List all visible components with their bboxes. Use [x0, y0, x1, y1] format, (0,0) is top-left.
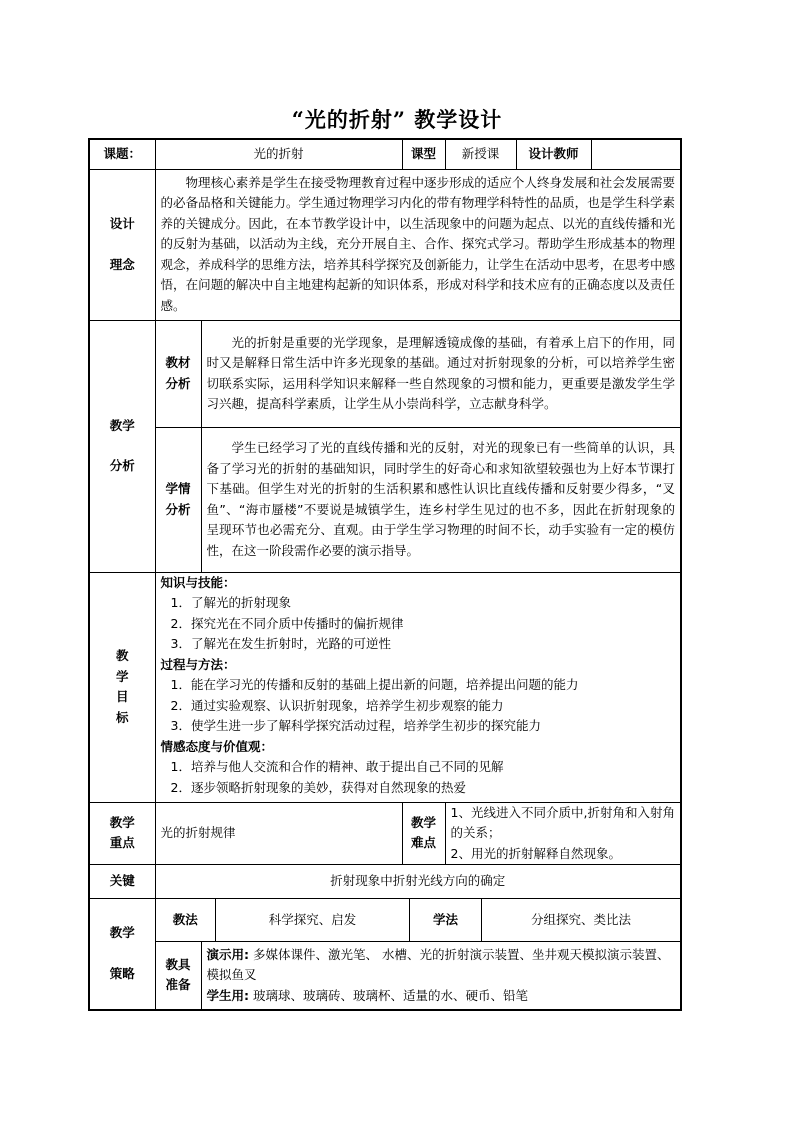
- design-concept-label-line1: 设计: [109, 216, 135, 231]
- design-concept-text: 物理核心素养是学生在接受物理教育过程中逐步形成的适应个人终身发展和社会发展需要的必备品格和关键能力。学生通过物理学习内化的带有物理学科特性的品质，也是学生科学素养的关键成分。因此，在本节教学设计中，以生活现象中的问题为起点、以光的直线传播和光的反射为基础，以活动为主线，充分开展自主、合作、探究式学习。帮助学生形成基本的物理观念，养成科学的思维方法，培养其科学探究及创新能力，让学生在活动中思考，在思考中感悟，在问题的解决中自主地建构起新的知识体系，形成对科学和技术应有的正确态度以及责任感。: [155, 169, 681, 320]
- objective-item: 2．逐步领略折射现象的美妙，获得对自然现象的热爱: [170, 779, 466, 795]
- objective-item: 1．能在学习光的传播和反射的基础上提出新的问题，培养提出问题的能力: [170, 677, 579, 692]
- student-tools: [207, 986, 676, 1007]
- material-analysis-row: [89, 320, 681, 427]
- teacher-value: [591, 139, 681, 169]
- lesson-design-table: [88, 138, 682, 1011]
- strategy-label-line2: 策略: [109, 965, 135, 981]
- key-point-label: [89, 802, 155, 865]
- material-analysis-label: [155, 320, 201, 427]
- tools-label-line1: 教具: [165, 956, 191, 972]
- teaching-method-label: 教法: [156, 899, 216, 941]
- difficult-point-text: [445, 802, 681, 865]
- header-row: [89, 139, 681, 169]
- student-analysis-text: 学生已经学习了光的直线传播和光的反射，对光的现象已有一些简单的认识，具备了学习光的折射的基础知识，同时学生的好奇心和求知欲望较强也为上好本节课打下基础。但学生对光的折射的生活积累和感性认识比直线传播和反射要少得多，“叉鱼”、“海市蜃楼”不要说是城镇学生，连乡村学生见过的也不多，因此在折射现象的呈现环节也必需充分、直观。由于学生学习物理的时间不长，动手实验有一定的模仿性，在这一阶段需作必要的演示指导。: [201, 427, 681, 572]
- material-analysis-label-line1: 教材: [165, 355, 191, 370]
- topic-label: 课题：: [89, 139, 155, 169]
- material-analysis-label-line2: 分析: [165, 375, 191, 391]
- teaching-analysis-label: [89, 320, 155, 572]
- key-point-label-line1: 教学: [109, 814, 135, 830]
- key-point-label-line2: 重点: [109, 835, 135, 851]
- teaching-method-value: 科学探究、启发: [216, 899, 410, 941]
- student-heading: 学生用:: [206, 987, 249, 1003]
- material-analysis-text: 光的折射是重要的光学现象，是理解透镜成像的基础，有着承上启下的作用，同时又是解释日常生活中许多光现象的基础。通过对折射现象的分析，可以培养学生密切联系实际，运用科学知识来解释一些自然现象的习惯和能力，更重要是激发学生学习兴趣，提高科学素质，让学生从小崇尚科学，立志献身科学。: [201, 320, 681, 427]
- objectives-label-char: 标: [115, 709, 129, 725]
- teacher-label: 设计教师: [516, 139, 591, 169]
- learning-method-label: 学法: [410, 899, 482, 941]
- objectives-label-char: 学: [115, 668, 129, 684]
- student-analysis-label: [155, 427, 201, 572]
- tools-label-line2: 准备: [165, 977, 191, 993]
- type-label: 课型: [402, 139, 445, 169]
- process-heading: 过程与方法：: [160, 656, 236, 672]
- tools-label: [155, 942, 201, 1010]
- student-analysis-label-line1: 学情: [165, 481, 191, 496]
- topic-value: 光的折射: [155, 139, 402, 169]
- method-cell: [155, 899, 681, 942]
- demo-text: 多媒体课件、激光笔、 水槽、光的折射演示装置、坐井观天模拟演示装置、模拟鱼叉: [206, 946, 670, 982]
- objectives-content: [155, 572, 681, 802]
- tools-content: [201, 942, 681, 1010]
- design-concept-row: [89, 169, 681, 320]
- objectives-label-char: 目: [115, 689, 129, 704]
- objectives-label: [89, 572, 155, 802]
- difficult-point-label-line2: 难点: [411, 835, 437, 851]
- crux-label: 关键: [89, 865, 155, 899]
- crux-row: [89, 865, 681, 899]
- objectives-label-char: 教: [115, 648, 129, 663]
- teaching-analysis-label-line2: 分析: [109, 458, 135, 473]
- objective-item: 3．使学生进一步了解科学探究活动过程，培养学生初步的探究能力: [170, 718, 541, 733]
- student-text: 玻璃球、玻璃砖、玻璃杯、适量的水、硬币、铅笔: [249, 987, 528, 1003]
- student-analysis-row: [89, 427, 681, 572]
- objective-item: 2．探究光在不同介质中传播时的偏折规律: [170, 615, 404, 631]
- difficult-point-line: 2、用光的折射解释自然现象。: [450, 845, 621, 861]
- design-concept-label-line2: 理念: [109, 256, 135, 272]
- difficult-point-label-line1: 教学: [411, 814, 437, 830]
- demo-heading: 演示用:: [206, 946, 249, 962]
- strategy-label: [89, 899, 155, 1010]
- method-table: [156, 899, 681, 941]
- document-title: “光的折射” 教学设计: [291, 107, 503, 132]
- objective-item: 2．通过实验观察、认识折射现象，培养学生初步观察的能力: [170, 697, 504, 713]
- objective-item: 1．培养与他人交流和合作的精神、敢于提出自己不同的见解: [170, 759, 504, 774]
- teaching-analysis-label-line1: 教学: [109, 417, 135, 433]
- strategy-label-line1: 教学: [109, 925, 135, 941]
- crux-text: 折射现象中折射光线方向的确定: [155, 865, 681, 899]
- type-value: 新授课: [445, 139, 516, 169]
- knowledge-heading: 知识与技能：: [160, 574, 236, 590]
- method-row: [89, 899, 681, 942]
- tools-row: [89, 942, 681, 1010]
- objective-item: 1．了解光的折射现象: [170, 595, 291, 610]
- design-concept-label: [89, 169, 155, 320]
- difficult-point-label: [402, 802, 445, 865]
- key-point-text: 光的折射规律: [155, 802, 402, 865]
- objectives-row: [89, 572, 681, 802]
- learning-method-value: 分组探究、类比法: [482, 899, 681, 941]
- student-analysis-label-line2: 分析: [165, 501, 191, 517]
- key-points-row: [89, 802, 681, 865]
- demo-tools: [207, 945, 676, 986]
- difficult-point-line: 1、光线进入不同介质中,折射角和入射角的关系；: [450, 804, 675, 840]
- attitude-heading: 情感态度与价值观：: [160, 738, 274, 754]
- objective-item: 3．了解光在发生折射时，光路的可逆性: [170, 636, 391, 651]
